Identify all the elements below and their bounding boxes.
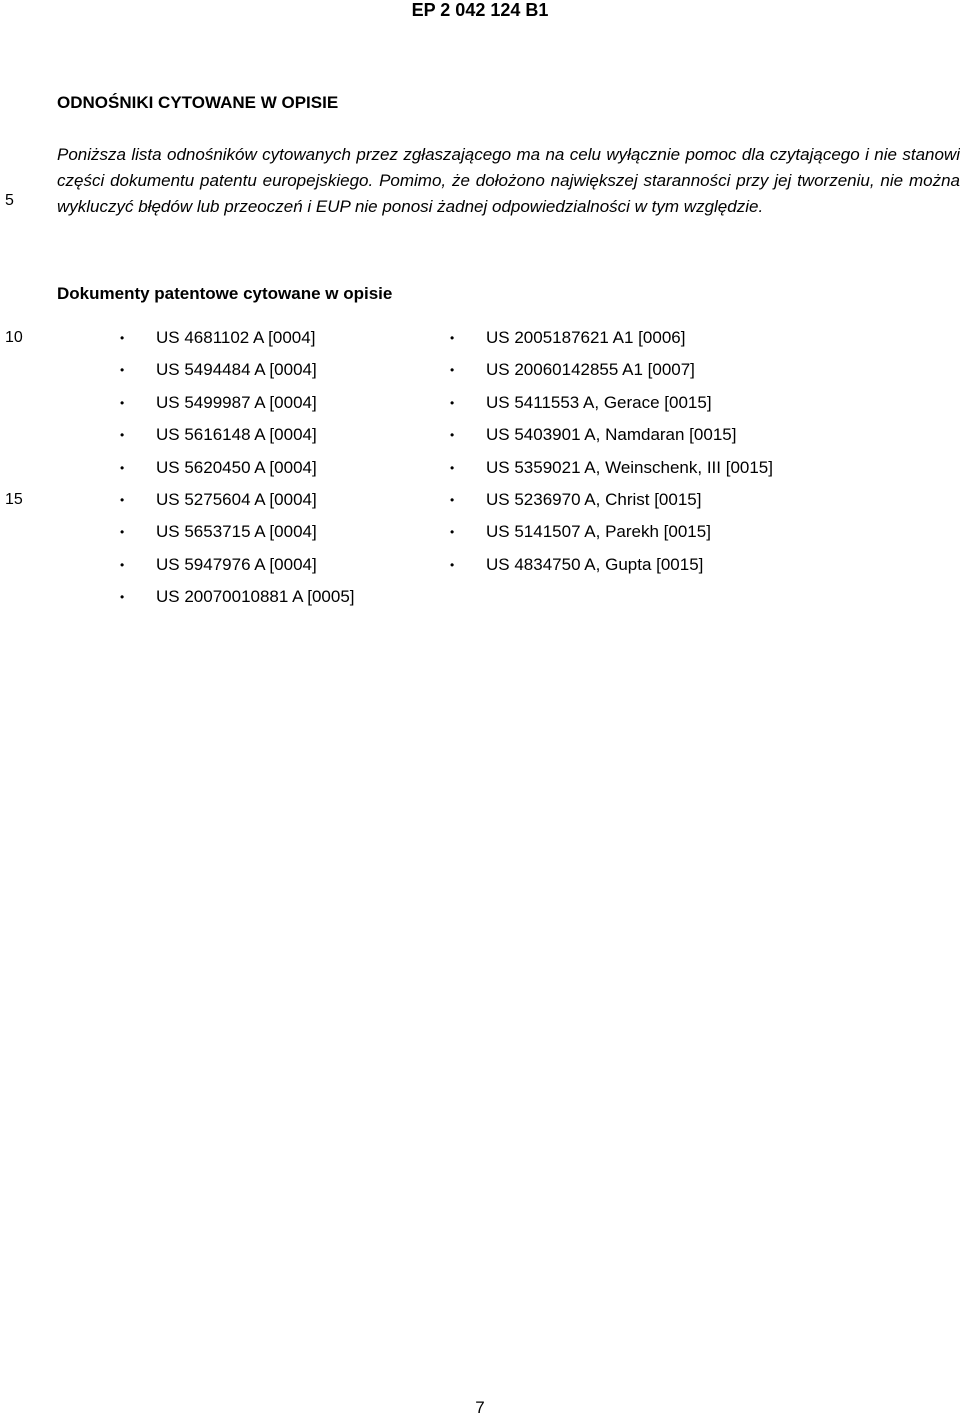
list-item (120, 552, 355, 584)
bullet-icon: • (120, 331, 125, 345)
list-item (120, 487, 355, 519)
list-item (450, 455, 773, 487)
list-item (120, 584, 355, 616)
bullet-icon: • (120, 590, 125, 605)
list-item (450, 357, 773, 389)
bullet-icon: • (450, 492, 455, 507)
reference-text: US 5236970 A, Christ [0015] (486, 489, 702, 509)
bullet-icon: • (120, 395, 125, 410)
bullet-icon: • (450, 363, 455, 378)
line-number-15: 15 (5, 491, 23, 508)
bullet-icon: • (120, 492, 125, 507)
reference-text: US 5616148 A [0004] (156, 425, 317, 445)
list-item (450, 487, 773, 519)
list-item (120, 422, 355, 454)
cited-patents-subtitle: Dokumenty patentowe cytowane w opisie (57, 284, 393, 303)
line-number-5: 5 (5, 192, 14, 209)
bullet-icon: • (120, 363, 125, 378)
reference-text: US 5411553 A, Gerace [0015] (486, 392, 712, 412)
page-number: 7 (475, 1398, 485, 1417)
line-number-10: 10 (5, 329, 23, 346)
reference-text: US 5499987 A [0004] (156, 392, 317, 412)
reference-text: US 5494484 A [0004] (156, 360, 317, 380)
list-item (450, 390, 773, 422)
reference-text: US 5403901 A, Namdaran [0015] (486, 425, 737, 445)
list-item (120, 455, 355, 487)
bullet-icon: • (450, 460, 455, 475)
list-item (450, 325, 773, 357)
list-item (120, 325, 355, 357)
list-item (450, 552, 773, 584)
bullet-icon: • (120, 557, 125, 572)
reference-text: US 5275604 A [0004] (156, 489, 317, 509)
bullet-icon: • (450, 331, 455, 345)
list-item (120, 390, 355, 422)
reference-text: US 5359021 A, Weinschenk, III [0015] (486, 457, 773, 477)
bullet-icon: • (450, 525, 455, 540)
reference-text: US 5620450 A [0004] (156, 457, 317, 477)
reference-text: US 4834750 A, Gupta [0015] (486, 554, 704, 574)
bullet-icon: • (120, 525, 125, 540)
reference-text: US 2005187621 A1 [0006] (486, 328, 686, 347)
reference-text: US 4681102 A [0004] (156, 328, 316, 347)
reference-text: US 5947976 A [0004] (156, 554, 317, 574)
bullet-icon: • (450, 557, 455, 572)
reference-text: US 5653715 A [0004] (156, 522, 317, 542)
list-item (120, 357, 355, 389)
reference-text: US 20070010881 A [0005] (156, 587, 355, 607)
reference-list-left (120, 325, 355, 617)
bullet-icon: • (450, 428, 455, 443)
bullet-icon: • (120, 460, 125, 475)
reference-text: US 20060142855 A1 [0007] (486, 360, 695, 380)
bullet-icon: • (120, 428, 125, 443)
reference-list-right (450, 325, 773, 584)
reference-text: US 5141507 A, Parekh [0015] (486, 522, 711, 542)
list-item (450, 422, 773, 454)
list-item (120, 519, 355, 551)
bullet-icon: • (450, 395, 455, 410)
disclaimer-text: Poniższa lista odnośników cytowanych przez zgłaszającego ma na celu wyłącznie pomoc dla czytającego i nie stanowi części dokumentu patentu europejskiego. Pomimo, że dołożono największej staranności przy jej tworzeniu, nie można wykluczyć błędów lub przeoczeń i EUP nie ponosi żadnej odpowiedzialności w tym względzie. (57, 145, 960, 216)
list-item (450, 519, 773, 551)
section-title: ODNOŚNIKI CYTOWANE W OPISIE (57, 93, 339, 112)
patent-number-header: EP 2 042 124 B1 (411, 0, 549, 20)
